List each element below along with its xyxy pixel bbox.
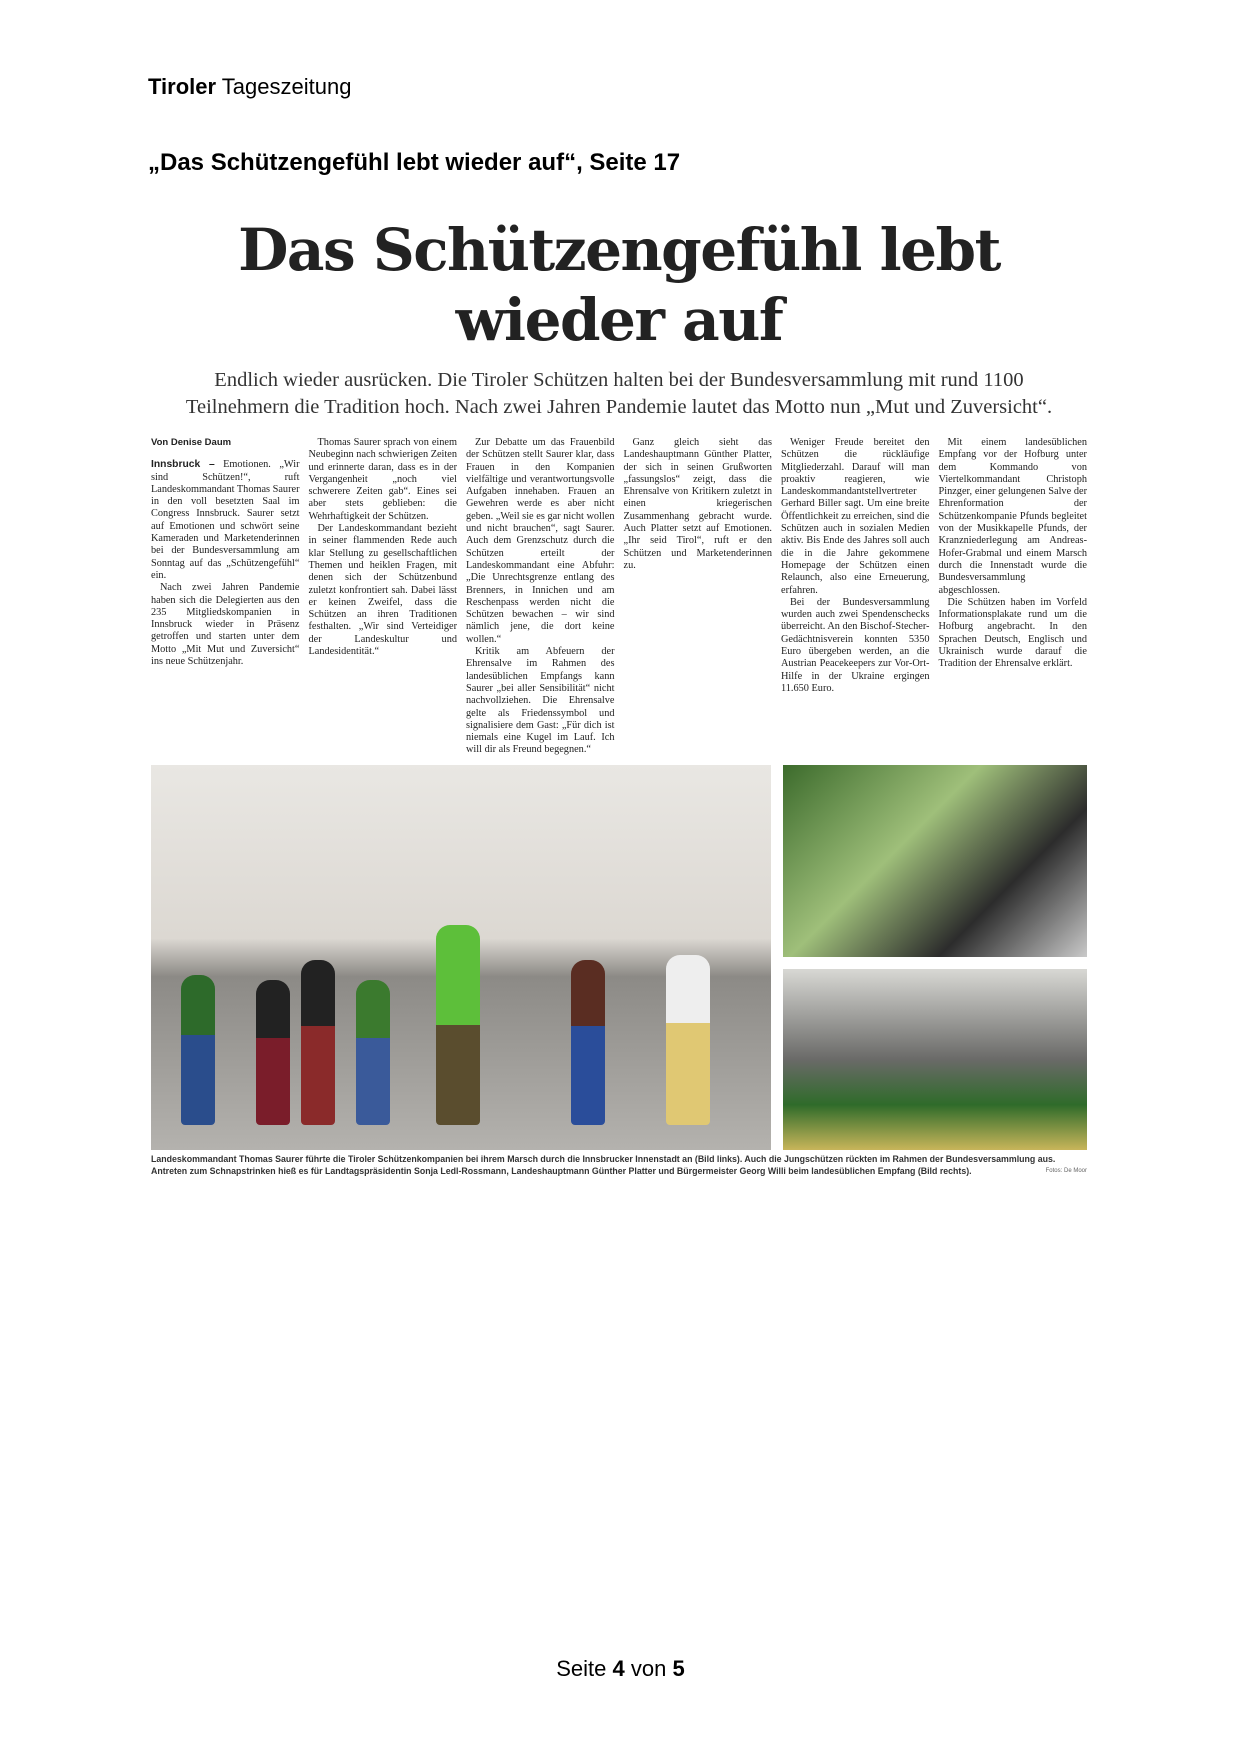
lead-line: Teilnehmern die Tradition hoch. Nach zwei Jahren Pandemie lautet das Motto nun „Mut und Zuversicht“. <box>185 396 1053 418</box>
column <box>466 437 615 757</box>
newspaper-clipping <box>151 215 1087 1177</box>
paragraph: Ganz gleich sieht das Landeshauptmann Günther Platter, der sich in seinen Grußworten „fassungslos“ zeigt, dass die Ehrensalve von Kritikern zuletzt in einen kriegerischen Zusammenhang gebracht wurde. Auch Platter setzt auf Emotionen. „Ihr seid Tirol“, ruft er den Schützen und Marketenderinnen zu. <box>623 437 772 571</box>
photo-credit: Fotos: De Moor <box>1045 1167 1087 1174</box>
paragraph: Der Landeskommandant bezieht in seiner flammenden Rede auch klar Stellung zu gesellschaftlichen Themen und heiklen Fragen, mit denen sich der Schützenbund zuletzt konfrontiert sah. Dabei lässt er keinen Zweifel, dass die Schützen an ihren Traditionen festhalten. „Wir sind Verteidiger der Landeskultur und Landesidentität.“ <box>308 523 457 658</box>
figure <box>356 980 390 1125</box>
paragraph: Weniger Freude bereitet den Schützen die rückläufige Mitgliederzahl. Darauf will man proaktiv reagieren, wie Landeskommandantstellvertreter Gerhard Biller sagt. Um eine breite Öffentlichkeit zu erreichen, sind die Schützen auch in sozialen Medien aktiv. Bis Ende des Jahres soll auch die in die Jahre gekommene Homepage der Schützen einen Relaunch, also eine Erneuerung, erfahren. <box>781 437 930 596</box>
paragraph: Zur Debatte um das Frauenbild der Schützen stellt Saurer klar, dass Frauen in den Kompanien vielfältige und verantwortungsvolle Aufgaben innehaben. Frauen an Gewehren werde es aber nicht geben. „Weil sie es gar nicht wollen und nicht brauchen“, sagt Saurer. Auch dem Grenzschutz durch die Schützen erteilt der Landeskommandant eine Abfuhr: „Die Unrechtsgrenze entlang des Brenners, in Innichen und am Reschenpass werden nicht die Schützen bewachen – wir sind nämlich jene, die dort keine wollen.“ <box>466 437 615 645</box>
photo-parade <box>151 765 771 1150</box>
column <box>309 437 458 658</box>
figure <box>571 960 605 1125</box>
figure <box>301 960 335 1125</box>
dateline: Innsbruck – <box>151 459 215 471</box>
photo-caption <box>151 1153 1087 1177</box>
total-pages: 5 <box>672 1656 685 1681</box>
column <box>781 437 930 695</box>
paragraph: Mit einem landesüblichen Empfang vor der Hofburg unter dem Kommando von Viertelkommandant Christoph Pinzger, einer gelungenen Salve der Ehrenformation der Schützenkompanie Pfunds begleitet von der Musikkapelle Pfunds, der Kranzniederlegung am Andreas-Hofer-Grabmal und einem Marsch durch die Innenstadt wurde die Bundesversammlung abgeschlossen. <box>938 437 1087 596</box>
paragraph: Thomas Saurer sprach von einem Neubeginn nach schwierigen Zeiten und erinnerte daran, dass es in der Vergangenheit „noch viel schwerere Zeiten gab“. Eines sei aber stets geblieben: die Wehrhaftigkeit der Schützen. <box>308 437 457 522</box>
column <box>151 437 300 668</box>
figure <box>181 975 215 1125</box>
page-of: von <box>630 1656 667 1681</box>
page-number <box>0 1656 1241 1682</box>
column <box>624 437 773 572</box>
figure <box>256 980 290 1125</box>
publication-name-rest: Tageszeitung <box>221 74 352 99</box>
current-page: 4 <box>612 1656 625 1681</box>
paragraph: Die Schützen haben im Vorfeld Informationsplakate rund um die Hofburg angebracht. In den Sprachen Deutsch, Englisch und Ukrainisch wurde darauf die Tradition der Ehrensalve erklärt. <box>938 596 1087 670</box>
photo-young-schuetzen <box>783 765 1087 957</box>
lead <box>151 367 1087 421</box>
page-label: Seite <box>556 1656 607 1681</box>
paragraph: Bei der Bundesversammlung wurden auch zwei Spendenschecks überreicht. An den Bischof-Stecher-Gedächtnisverein konnten 5350 Euro übergeben werden, an die Austrian Peacekeepers zur Vor-Ort-Hilfe in der Ukraine ergingen 11.650 Euro. <box>781 596 930 694</box>
figure <box>436 925 480 1125</box>
paragraph: Nach zwei Jahren Pandemie haben sich die Delegierten aus den 235 Mitgliedskompanien in Innsbruck wieder in Präsenz getroffen und starten unter dem Motto „Mit Mut und Zuversicht“ ins neue Schützenjahr. <box>151 582 300 668</box>
publication-name <box>148 74 351 100</box>
column <box>939 437 1088 671</box>
photo-area <box>151 765 1087 1150</box>
article-reference: „Das Schützengefühl lebt wieder auf“, Seite 17 <box>148 149 681 176</box>
paragraph-text: Emotionen. „Wir sind Schützen!“, ruft Landeskommandant Thomas Saurer in den voll besetzten Saal im Congress Innsbruck. Saurer setzt auf Emotionen und schwört seine Kameraden und Marketenderinnen bei der Bundesversammlung am Sonntag auf das „Schützengefühl“ ein. <box>151 459 300 581</box>
paragraph <box>151 459 300 582</box>
headline: Das Schützengefühl lebt wieder auf <box>238 216 1000 354</box>
caption-text: Landeskommandant Thomas Saurer führte die Tiroler Schützenkompanien bei ihrem Marsch durch die Innsbrucker Innenstadt an (Bild links). Auch die Jungschützen rückten im Rahmen der Bundesversammlung aus. Antreten zum Schnapstrinken hieß es für Landtagspräsidentin Sonja Ledl-Rossmann, Landeshauptmann Günther Platter und Bürgermeister Georg Willi beim landesüblichen Empfang (Bild rechts). <box>151 1153 1056 1176</box>
photo-reception <box>783 969 1087 1150</box>
paragraph: Kritik am Abfeuern der Ehrensalve im Rahmen des landesüblichen Empfangs kann Saurer „bei aller Sensibilität“ nicht nachvollziehen. Die Ehrensalve gelte als Friedenssymbol und signalisiere dem Gast: „Für dich ist niemals eine Kugel im Lauf. Ich will dir als Freund begegnen.“ <box>466 646 615 756</box>
article-body <box>151 437 1087 757</box>
figure <box>666 955 710 1125</box>
byline: Von Denise Daum <box>151 437 232 448</box>
publication-name-bold: Tiroler <box>148 74 217 99</box>
lead-line: Endlich wieder ausrücken. Die Tiroler Schützen halten bei der Bundesversammlung mit rund 1100 <box>214 369 1024 391</box>
